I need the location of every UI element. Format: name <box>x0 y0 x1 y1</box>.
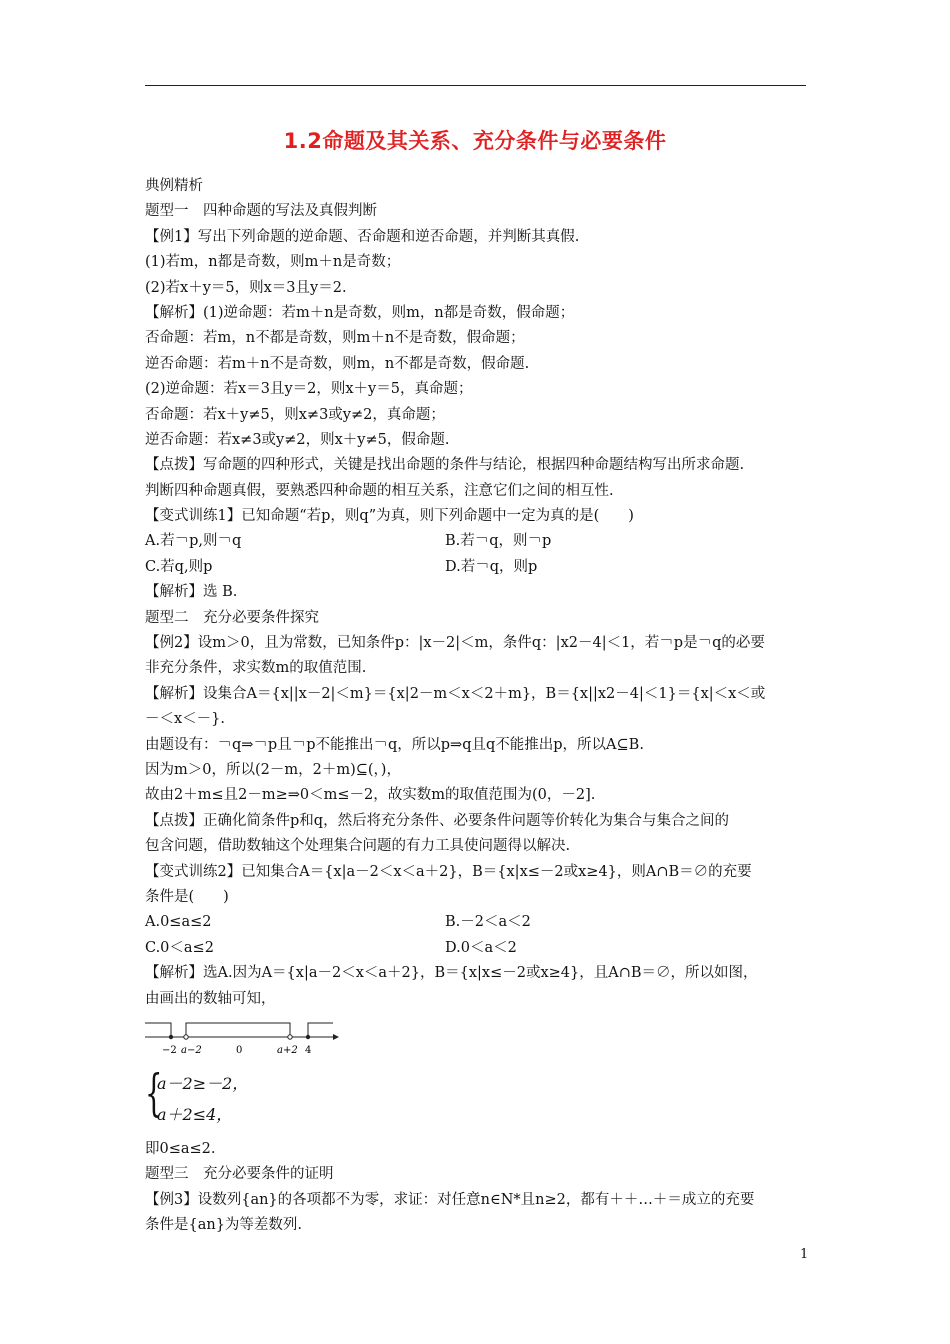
system-row-2: a＋2≤4， <box>157 1104 233 1124</box>
text-line: 【点拨】正确化简条件p和q，然后将充分条件、必要条件问题等价转化为集合与集合之间的 <box>145 812 730 829</box>
text-line: 逆否命题：若m＋n不是奇数，则m，n不都是奇数，假命题. <box>145 355 530 372</box>
point-4 <box>306 1035 310 1039</box>
text-line: 【变式训练2】已知集合A＝{x|a－2＜x＜a＋2}，B＝{x|x≤－2或x≥4}，则A∩B＝∅的充要 <box>145 863 752 880</box>
text-line: 由画出的数轴可知， <box>145 990 276 1007</box>
text-line: 条件是{an}为等差数列. <box>145 1217 303 1234</box>
text-line: (1)若m，n都是奇数，则m＋n是奇数； <box>145 254 401 271</box>
text-line: 【解析】设集合A＝{x||x－2|＜m}＝{x|2－m＜x＜2＋m}，B＝{x||x2－4|＜1}＝{x|＜x＜或 <box>145 685 766 702</box>
text-line: 由题设有：￢q⇒￢p且￢p不能推出￢q，所以p⇒q且q不能推出p，所以A⊆B. <box>145 736 644 753</box>
options-row <box>145 529 810 554</box>
options-row <box>145 936 810 961</box>
text-line: 【变式训练1】已知命题“若p，则q”为真，则下列命题中一定为真的是( ) <box>145 508 634 525</box>
label-4: 4 <box>305 1044 312 1056</box>
text-line: 【例2】设m＞0，且为常数，已知条件p：|x－2|＜m，条件q：|x2－4|＜1，若￢p是￢q的必要 <box>145 635 765 652</box>
point-a-minus-2 <box>184 1035 188 1039</box>
label-a-plus-2: a+2 <box>277 1044 298 1056</box>
text-line: 否命题：若m，n不都是奇数，则m＋n不是奇数，假命题； <box>145 330 525 347</box>
text-line: －＜x＜－}. <box>145 711 226 728</box>
option-a: A.若￢p,则￢q <box>145 533 242 550</box>
point-a-plus-2 <box>288 1035 292 1039</box>
text-line: 【解析】选A.因为A＝{x|a－2＜x＜a＋2}，B＝{x|x≤－2或x≥4}，且A∩B＝∅，所以如图， <box>145 965 758 982</box>
page-number: 1 <box>800 1247 809 1262</box>
number-line-svg <box>145 1015 345 1063</box>
option-a: A.0≤a≤2 <box>145 914 212 931</box>
text-line: 【点拨】写命题的四种形式，关键是找出命题的条件与结论，根据四种命题结构写出所求命题. <box>145 457 745 474</box>
number-line-arrow <box>333 1034 339 1040</box>
document-body <box>145 174 810 1238</box>
type-heading: 题型一 四种命题的写法及真假判断 <box>145 203 377 220</box>
options-row <box>145 555 810 580</box>
text-line: 即0≤a≤2. <box>145 1140 216 1157</box>
label-a-minus-2: a−2 <box>181 1044 202 1056</box>
left-brace: { <box>145 1063 163 1122</box>
inequality-system <box>145 1063 810 1131</box>
options-row <box>145 910 810 935</box>
page-title: 1.2命题及其关系、充分条件与必要条件 <box>283 129 667 153</box>
set-a-bracket <box>186 1023 290 1037</box>
label-zero: 0 <box>236 1044 243 1056</box>
text-line: 包含问题，借助数轴这个处理集合问题的有力工具使问题得以解决. <box>145 838 571 855</box>
option-c: C.若q,则p <box>145 558 213 575</box>
option-b: B.若￢q，则￢p <box>445 533 552 550</box>
text-line: 否命题：若x＋y≠5，则x≠3或y≠2，真命题； <box>145 406 445 423</box>
system-row-1: a－2≥－2， <box>157 1073 249 1093</box>
type-heading: 题型二 充分必要条件探究 <box>145 609 319 626</box>
set-b-left-bracket <box>145 1023 171 1037</box>
header-rule <box>145 85 806 86</box>
text-line: 故由2＋m≤且2－m≥⇒0＜m≤－2，故实数m的取值范围为(0，－2]. <box>145 787 596 804</box>
option-d: D.若￢q，则p <box>445 558 538 575</box>
option-b: B.－2＜a＜2 <box>445 914 531 931</box>
number-line-figure <box>145 1015 810 1063</box>
type-heading: 题型三 充分必要条件的证明 <box>145 1166 334 1183</box>
set-b-right-bracket <box>308 1023 333 1037</box>
text-line: 【解析】(1)逆命题：若m＋n是奇数，则m，n都是奇数，假命题； <box>145 304 575 321</box>
text-line: (2)若x＋y＝5，则x＝3且y＝2. <box>145 279 347 296</box>
text-line: 非充分条件，求实数m的取值范围. <box>145 660 367 677</box>
text-line: 【解析】选 B. <box>145 584 238 601</box>
text-line: 条件是( ) <box>145 888 229 905</box>
text-line: 【例3】设数列{an}的各项都不为零，求证：对任意n∈N*且n≥2，都有＋＋…＋＝成立的充要 <box>145 1191 755 1208</box>
text-line: (2)逆命题：若x＝3且y＝2，则x＋y＝5，真命题； <box>145 381 473 398</box>
text-line: 逆否命题：若x≠3或y≠2，则x＋y≠5，假命题. <box>145 431 450 448</box>
label-minus-2: −2 <box>162 1044 177 1056</box>
option-c: C.0＜a≤2 <box>145 939 214 956</box>
text-line: 【例1】写出下列命题的逆命题、否命题和逆否命题，并判断其真假. <box>145 228 580 245</box>
option-d: D.0＜a＜2 <box>445 939 517 956</box>
section-heading: 典例精析 <box>145 178 203 194</box>
text-line: 判断四种命题真假，要熟悉四种命题的相互关系，注意它们之间的相互性. <box>145 482 614 499</box>
point-minus-2 <box>169 1035 173 1039</box>
text-line: 因为m＞0，所以(2－m，2＋m)⊆(，)， <box>145 761 401 778</box>
